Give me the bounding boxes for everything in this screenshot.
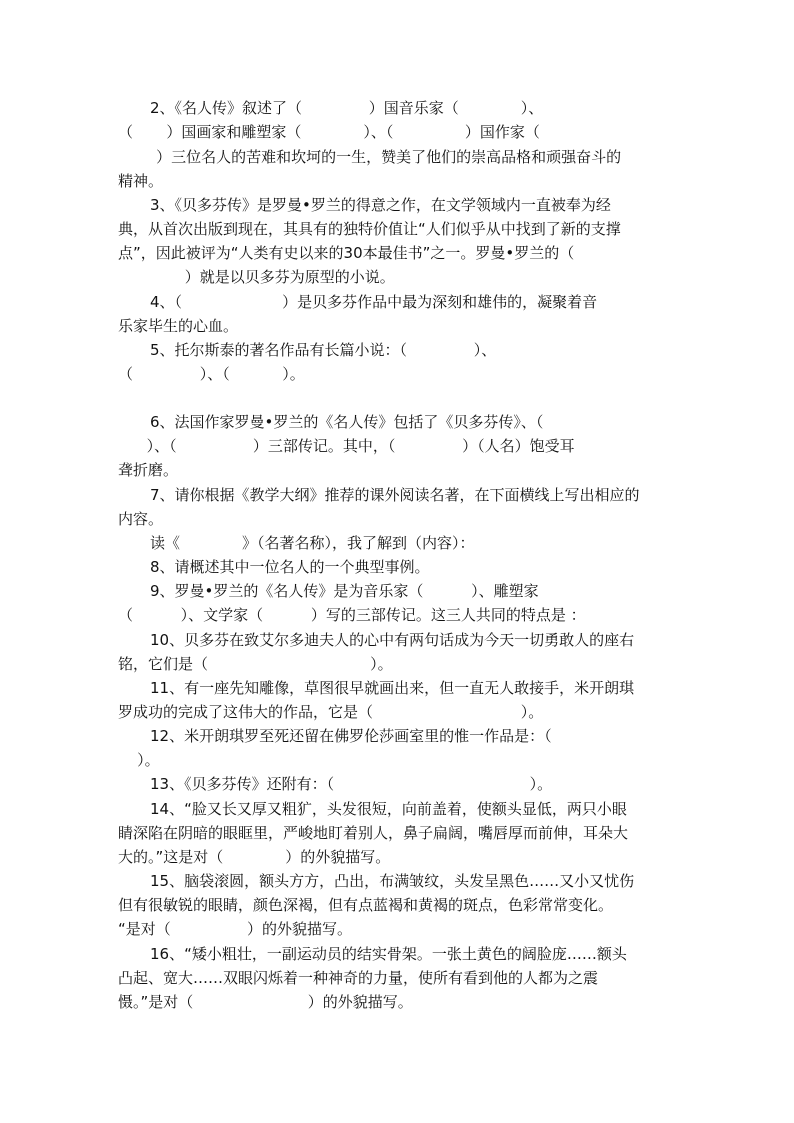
text-line: ）就是以贝多芬为原型的小说。	[118, 268, 395, 286]
text-line: 8、请概述其中一位名人的一个典型事例。	[150, 558, 430, 576]
text-line: 5、托尔斯泰的著名作品有长篇小说：（ ）、	[150, 341, 497, 359]
text-line: 精神。	[118, 172, 164, 190]
text-line: 凸起、宽大……双眼闪烁着一种神奇的力量，使所有看到他的人都为之震	[118, 969, 599, 987]
text-line: 7、请你根据《教学大纲》推荐的课外阅读名著，在下面横线上写出相应的	[150, 486, 640, 504]
text-line: 3、《贝多芬传》是罗曼•罗兰的得意之作，在文学领域内一直被奉为经	[150, 196, 611, 214]
text-line: 典，从首次出版到现在，其具有的独特价值让“人们似乎从中找到了新的支撑	[118, 220, 621, 238]
text-line: 13、《贝多芬传》还附有：（ ）。	[150, 775, 553, 793]
text-line: 罗成功的完成了这伟大的作品，它是（ ）。	[118, 703, 544, 721]
text-line: （ ）、（ ）。	[118, 365, 305, 383]
text-line: 10、贝多芬在致艾尔多迪夫人的心中有两句话成为今天一切勇敢人的座右	[150, 631, 635, 649]
text-line: 2、《名人传》叙述了（ ）国音乐家（ ）、	[150, 99, 544, 117]
text-line: 15、脑袋滚圆，额头方方，凸出，布满皱纹，头发呈黑色……又小又忧伤	[150, 872, 635, 890]
text-line: （ ）、文学家（ ）写的三部传记。这三人共同的特点是 ：	[118, 606, 586, 624]
text-line: 铭，它们是（ ）。	[118, 655, 393, 673]
text-line: 聋折磨。	[118, 461, 179, 479]
text-line: ）三位名人的苦难和坎坷的一生，赞美了他们的崇高品格和顽强奋斗的	[118, 148, 622, 166]
text-line: 睛深陷在阴暗的眼眶里，严峻地盯着别人，鼻子扁阔，嘴唇厚而前伸，耳朵大	[118, 824, 629, 842]
text-line: 4、（ ）是贝多芬作品中最为深刻和雄伟的，凝聚着音	[150, 293, 598, 311]
text-line: （ ）国画家和雕塑家（ ）、（ ）国作家（	[118, 123, 540, 141]
text-line: 点”，因此被评为“人类有史以来的30本最佳书”之一。罗曼•罗兰的（	[118, 244, 575, 262]
text-line: 12、米开朗琪罗至死还留在佛罗伦莎画室里的惟一作品是：（	[150, 727, 552, 745]
text-line: “是对（ ）的外貌描写。	[118, 920, 353, 938]
text-line: ）。	[118, 751, 160, 769]
text-line: 内容。	[118, 510, 164, 528]
text-line: 6、法国作家罗曼•罗兰的《名人传》包括了《贝多芬传》、（	[150, 413, 544, 431]
text-line: 大的。”这是对（ ）的外貌描写。	[118, 848, 391, 866]
text-line: 14、“脸又长又厚又粗犷，头发很短，向前盖着，使额头显低，两只小眼	[150, 800, 627, 818]
text-line: ）、（ ）三部传记。其中，（ ）（人名）饱受耳	[118, 437, 575, 455]
text-line: 读《 》（名著名称），我了解到（内容）：	[150, 534, 475, 552]
text-line: 慑。”是对（ ）的外貌描写。	[118, 993, 413, 1011]
text-line: 16、“矮小粗壮，一副运动员的结实骨架。一张土黄色的阔脸庞……额头	[150, 945, 627, 963]
text-line: 但有很敏锐的眼睛，颜色深褐，但有点蓝褐和黄褐的斑点，色彩常常变化。	[118, 896, 614, 914]
text-line: 11、有一座先知雕像，草图很早就画出来，但一直无人敢接手，米开朗琪	[150, 679, 635, 697]
text-line: 乐家毕生的心血。	[118, 317, 239, 335]
text-line: 9、罗曼•罗兰的《名人传》是为音乐家（ ）、雕塑家	[150, 582, 539, 600]
